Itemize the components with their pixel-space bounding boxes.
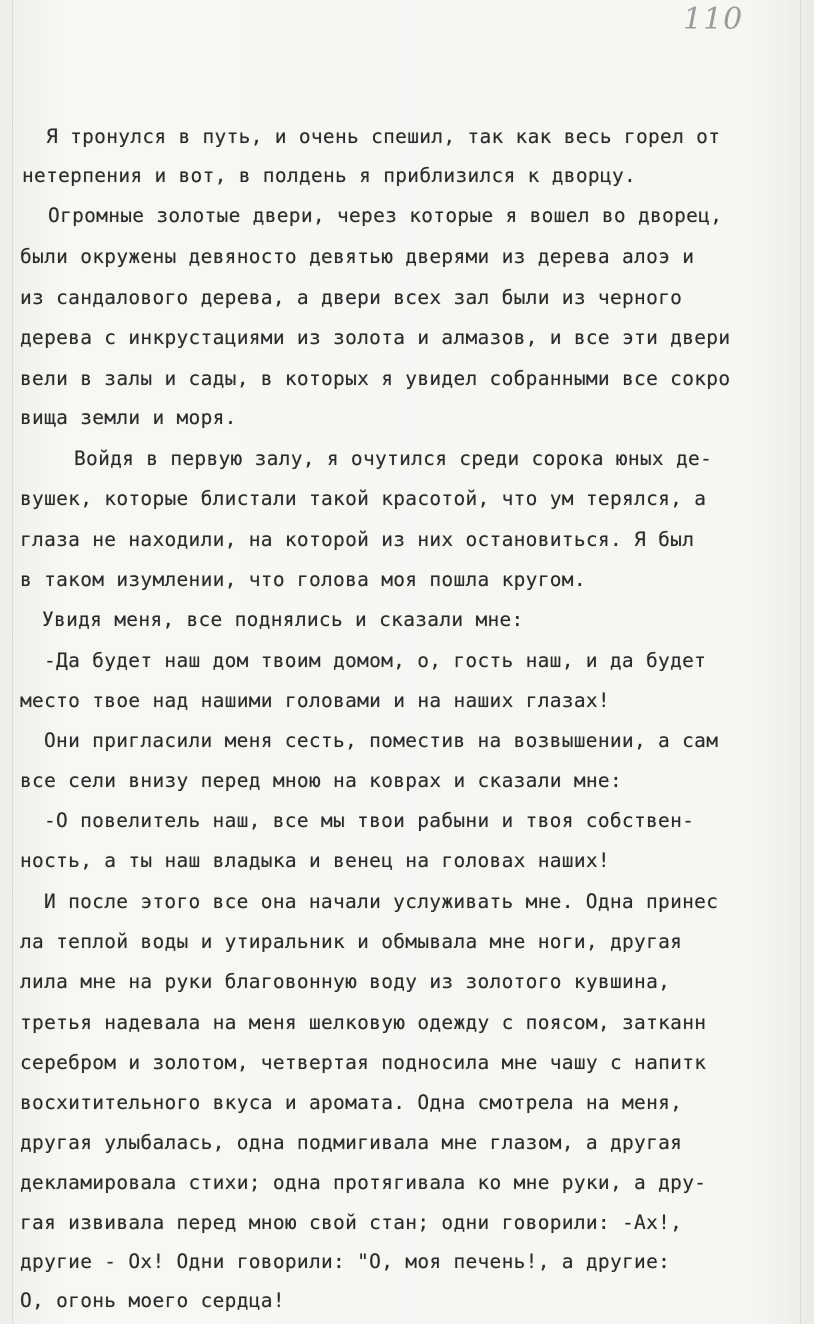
text-line: гая извивала перед мною свой стан; одни говорили: -Ах!, bbox=[20, 1211, 683, 1234]
text-line: Я тронулся в путь, и очень спешил, так как весь горел от bbox=[46, 125, 721, 148]
text-line: ность, а ты наш владыка и венец на головах наших! bbox=[20, 849, 610, 872]
text-line: Увидя меня, все поднялись и сказали мне: bbox=[42, 608, 524, 631]
text-line: другие - Ох! Одни говорили: "О, моя печень!, а другие: bbox=[20, 1250, 671, 1273]
text-line: дерева с инкрустациями из золота и алмазов, и все эти двери bbox=[20, 326, 731, 349]
text-line: серебром и золотом, четвертая подносила мне чашу с напитк bbox=[20, 1051, 707, 1074]
text-line: ла теплой воды и утиральник и обмывала мне ноги, другая bbox=[20, 930, 683, 953]
text-line: в таком изумлении, что голова моя пошла кругом. bbox=[20, 568, 586, 591]
text-line: вища земли и моря. bbox=[20, 406, 237, 429]
text-line: глаза не находили, на которой из них остановиться. Я был bbox=[20, 528, 695, 551]
text-line: Войдя в первую залу, я очутился среди сорока юных де- bbox=[74, 447, 713, 470]
text-line: вели в залы и сады, в которых я увидел собранными все сокро bbox=[20, 367, 731, 390]
text-line: вушек, которые блистали такой красотой, что ум терялся, а bbox=[20, 487, 707, 510]
text-line: были окружены девяносто девятью дверями из дерева алоэ и bbox=[20, 245, 695, 268]
text-line: -О повелитель наш, все мы твои рабыни и твоя собствен- bbox=[44, 809, 695, 832]
text-line: декламировала стихи; одна протягивала ко мне руки, а дру- bbox=[20, 1171, 707, 1194]
text-line: другая улыбалась, одна подмигивала мне глазом, а другая bbox=[20, 1131, 683, 1154]
text-line: нетерпения и вот, в полдень я приблизился к дворцу. bbox=[22, 164, 637, 187]
text-line: все сели внизу перед мною на коврах и сказали мне: bbox=[20, 769, 622, 792]
text-line: место твое над нашими головами и на наших глазах! bbox=[20, 689, 610, 712]
page-number: 110 bbox=[683, 2, 744, 37]
text-line: восхитительного вкуса и аромата. Одна смотрела на меня, bbox=[20, 1091, 683, 1114]
text-line: третья надевала на меня шелковую одежду с поясом, затканн bbox=[20, 1011, 707, 1034]
text-line: О, огонь моего сердца! bbox=[20, 1289, 285, 1312]
text-line: лила мне на руки благовонную воду из золотого кувшина, bbox=[20, 970, 671, 993]
text-line: Они пригласили меня сесть, поместив на возвышении, а сам bbox=[44, 729, 719, 752]
text-line: Огромные золотые двери, через которые я вошел во дворец, bbox=[48, 204, 723, 227]
text-line: И после этого все она начали услуживать мне. Одна принес bbox=[44, 890, 719, 913]
text-line: из сандалового дерева, а двери всех зал были из черного bbox=[20, 286, 683, 309]
text-line: -Да будет наш дом твоим домом, о, гость наш, и да будет bbox=[44, 649, 707, 672]
